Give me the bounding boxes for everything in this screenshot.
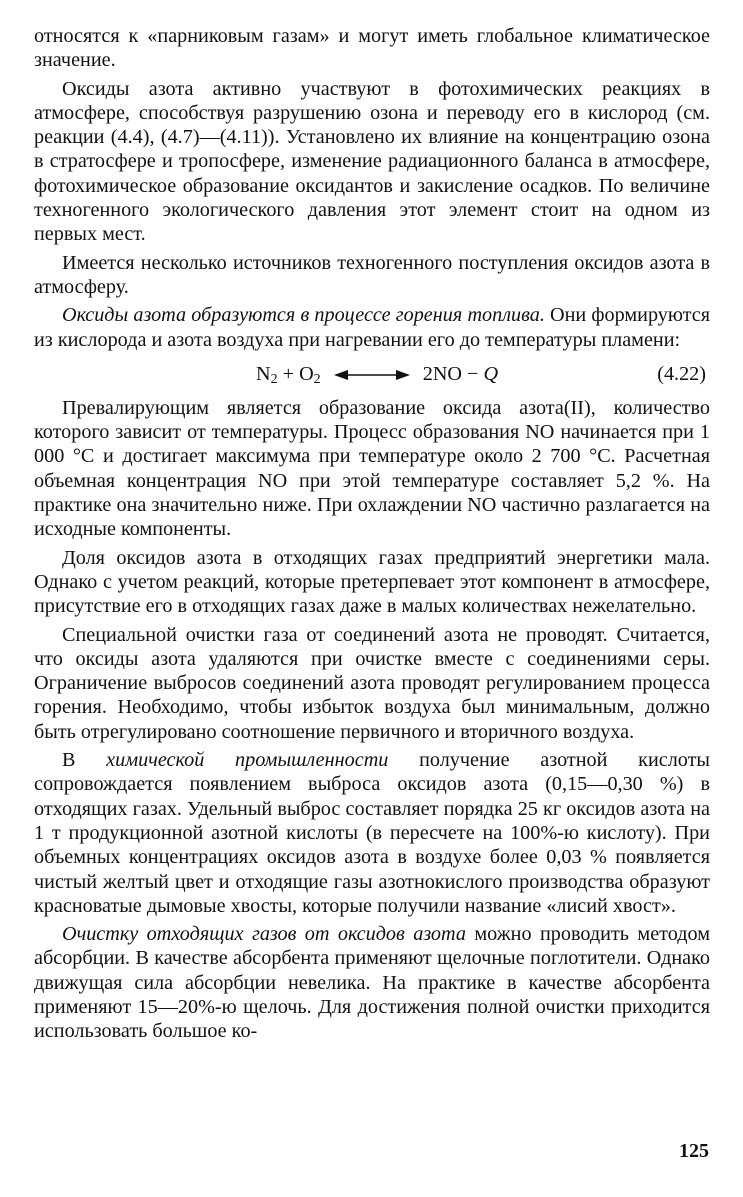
paragraph-1: Оксиды азота активно участвуют в фотохимических реакциях в атмосфере, способствуя разрушению озона и переводу его в кислород (см. реакции (4.4), (4.7)—(4.11)). Установлено их влияние на концентрацию озона в стратосфере и тропосфере, изменение радиационного баланса в атмосфере, фотохимическое образование оксидантов и закисление осадков. По величине техногенного экологического давления этот элемент стоит на одном из первых мест.: [34, 77, 710, 246]
paragraph-2: Имеется несколько источников техногенного поступления оксидов азота в атмосферу.: [34, 251, 710, 298]
page-body: [34, 24, 710, 1048]
equation-number: (4.22): [657, 362, 706, 385]
paragraph-3: [34, 303, 710, 352]
italic-term: химической промышленности: [106, 749, 389, 772]
italic-lead: Очистку отходящих газов от оксидов азота: [62, 923, 466, 946]
paragraph-7: В химической промышленности получение азотной кислоты сопровождается появлением выброса оксидов азота (0,15—0,30 %) в отходящих газах. Удельный выброс составляет порядка 25 кг оксидов азота на 1 т продукционной азотной кислоты (в пересчете на 100%-ю кислоту). При объемных концентрациях оксидов азота в воздухе более 0,03 % появляется чистый желтый цвет и отходящие газы азотнокислого производства образуют красноватые дымовые хвосты, которые получили название «лисий хвост».: [34, 749, 710, 917]
equilibrium-arrow-icon: [334, 368, 410, 382]
paragraph-6: Специальной очистки газа от соединений азота не проводят. Считается, что оксиды азота удаляются при очистке вместе с соединениями серы. Ограничение выбросов соединений азота проводят регулированием процесса горения. Необходимо, чтобы избыток воздуха был минимальным, должно быть отрегулировано соотношение первичного и вторичного воздуха.: [34, 623, 710, 743]
paragraph-8: Очистку отходящих газов от оксидов азота можно проводить методом абсорбции. В качестве абсорбента применяют щелочные поглотители. Однако движущая сила абсорбции невелика. На практике в качестве абсорбента применяют 15—20%-ю щелочь. Для достижения полной очистки приходится использовать большое ко-: [34, 923, 710, 1043]
paragraph-4: Превалирующим является образование оксида азота(II), количество которого зависит от температуры. Процесс образования NO начинается при 1 000 °С и достигает максимума при температуре около 2 700 °С. Расчетная объемная концентрация NO при этой температуре составляет 5,2 %. На практике она значительно ниже. При охлаждении NO частично разлагается на исходные компоненты.: [34, 396, 710, 541]
equation-4-22: [34, 358, 710, 392]
paragraph-0: относятся к «парниковым газам» и могут иметь глобальное климатическое значение.: [34, 25, 710, 72]
paragraph-3-text: Они формируются из кислорода и азота воздуха при нагревании его до температуры пламени:: [34, 304, 710, 351]
page-number: 125: [679, 1140, 709, 1162]
paragraph-5: Доля оксидов азота в отходящих газах предприятий энергетики мала. Однако с учетом реакций, которые претерпевает этот компонент в атмосфере, присутствие его в отходящих газах даже в малых количествах нежелательно.: [34, 546, 710, 618]
italic-lead: Оксиды азота образуются в процессе горения топлива.: [62, 304, 545, 327]
equation-formula: $N_2 + O_2$ 2NO − Q: [256, 362, 499, 387]
